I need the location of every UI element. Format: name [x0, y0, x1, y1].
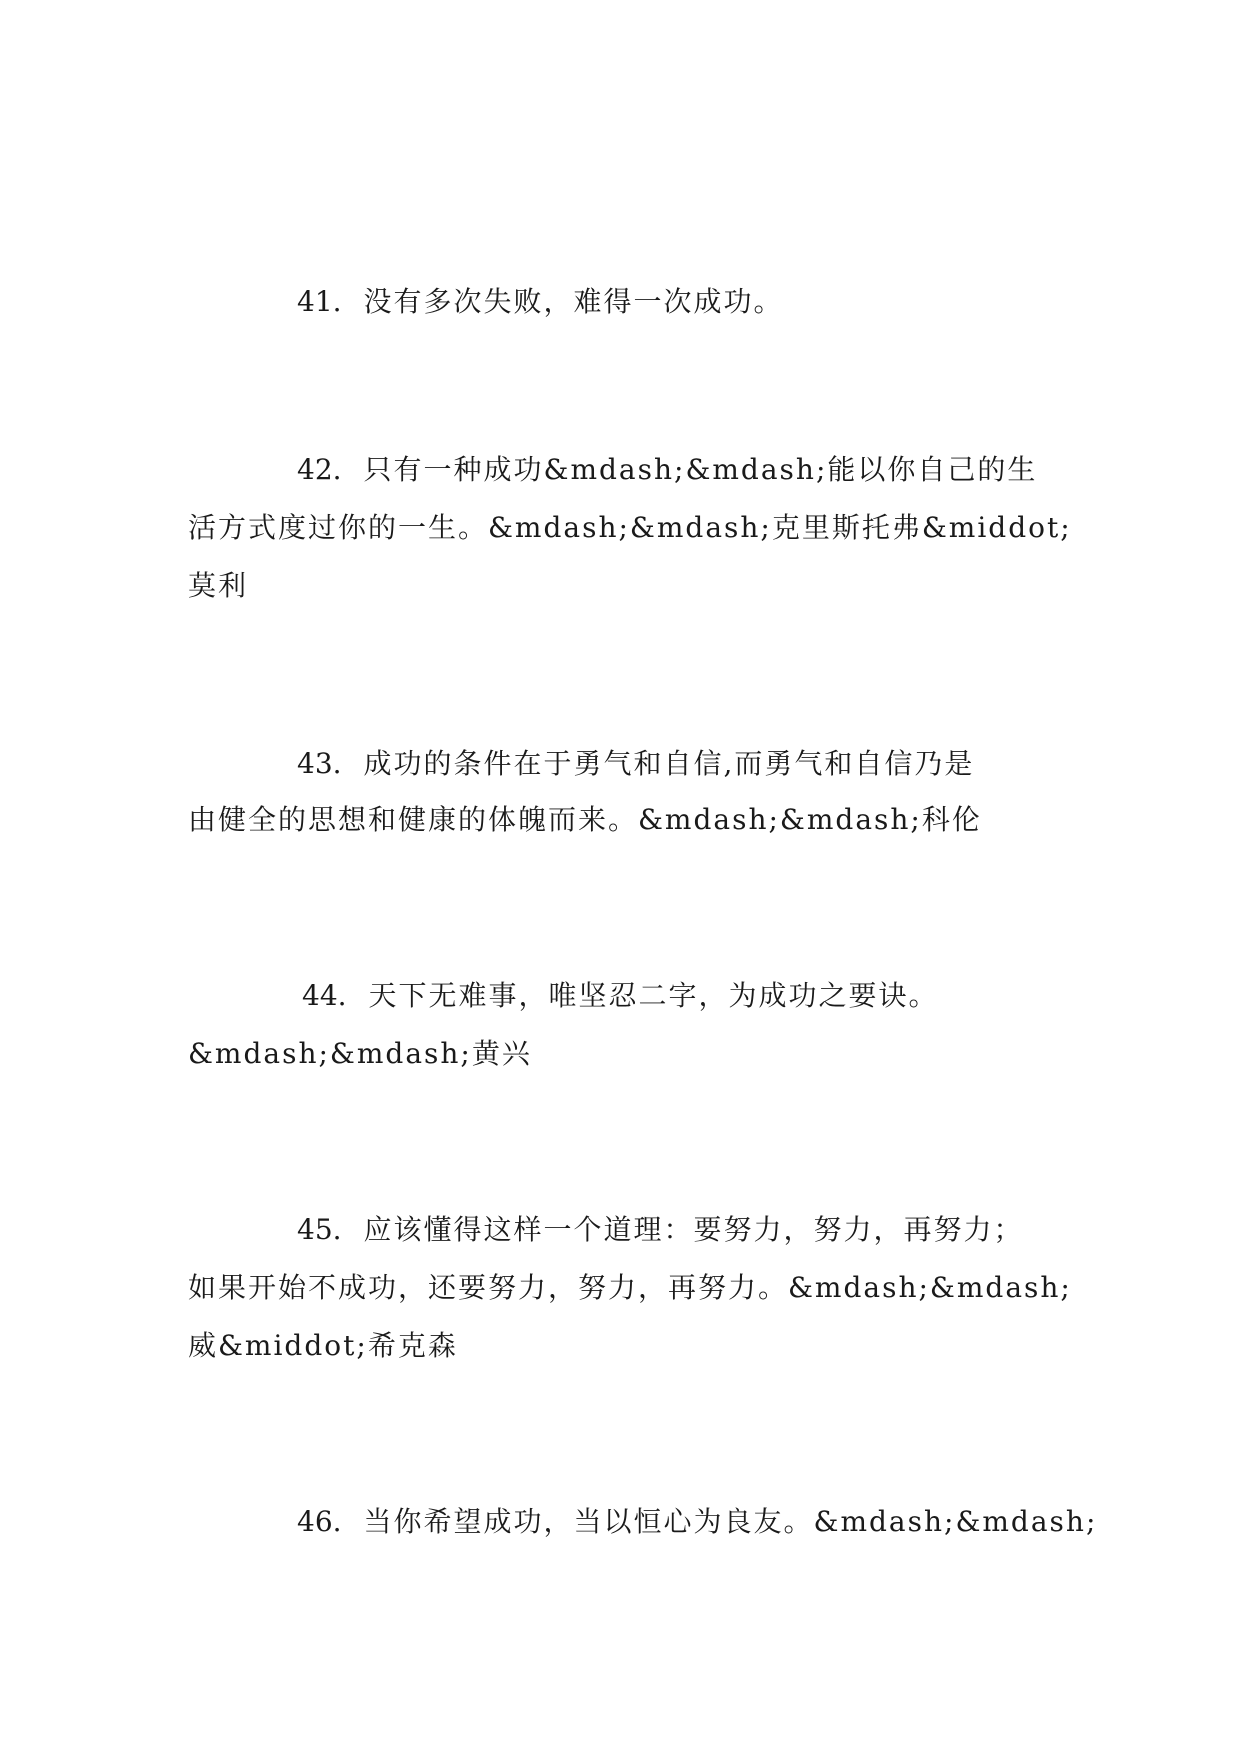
quote-45-text-2: 如果开始不成功，还要努力，努力，再努力。&mdash;&mdash; [188, 1271, 1072, 1304]
quote-41-number: 41. [297, 285, 342, 318]
quote-42-text-2: 活方式度过你的一生。&mdash;&mdash;克里斯托弗&middot; [188, 511, 1072, 544]
quote-45-text-3: 威&middot;希克森 [188, 1329, 458, 1362]
quote-43-text-2: 由健全的思想和健康的体魄而来。&mdash;&mdash;科伦 [188, 803, 982, 836]
quote-42-number: 42. [297, 453, 342, 486]
quote-42-text-1: 只有一种成功&mdash;&mdash;能以你自己的生 [363, 453, 1038, 486]
quote-45-line-1 [0, 1210, 1241, 1250]
quote-42-text-3: 莫利 [188, 569, 249, 602]
quote-42-line-3 [0, 566, 1241, 606]
quote-43-text-1: 成功的条件在于勇气和自信,而勇气和自信乃是 [363, 747, 975, 780]
quote-44-text-2: &mdash;&mdash;黄兴 [188, 1037, 532, 1070]
quote-42-line-2 [0, 508, 1241, 548]
quote-46-number: 46. [297, 1505, 342, 1538]
quote-42-line-1 [0, 450, 1241, 490]
quote-44-number: 44. [302, 979, 347, 1012]
quote-45-line-3 [0, 1326, 1241, 1366]
quote-41-line-1 [0, 282, 1241, 322]
quote-45-number: 45. [297, 1213, 342, 1246]
quote-43-line-2 [0, 800, 1241, 840]
quote-44-line-1 [0, 976, 1241, 1016]
quote-46-line-1 [0, 1502, 1241, 1542]
quote-45-text-1: 应该懂得这样一个道理：要努力，努力，再努力； [363, 1213, 1024, 1246]
quote-45-line-2 [0, 1268, 1241, 1308]
quote-43-line-1 [0, 744, 1241, 784]
quote-44-text-1: 天下无难事，唯坚忍二字，为成功之要诀。 [368, 979, 939, 1012]
quote-41-text: 没有多次失败，难得一次成功。 [363, 285, 784, 318]
quote-44-line-2 [0, 1034, 1241, 1074]
quote-43-number: 43. [297, 747, 342, 780]
quote-46-text-1: 当你希望成功，当以恒心为良友。&mdash;&mdash; [363, 1505, 1098, 1538]
